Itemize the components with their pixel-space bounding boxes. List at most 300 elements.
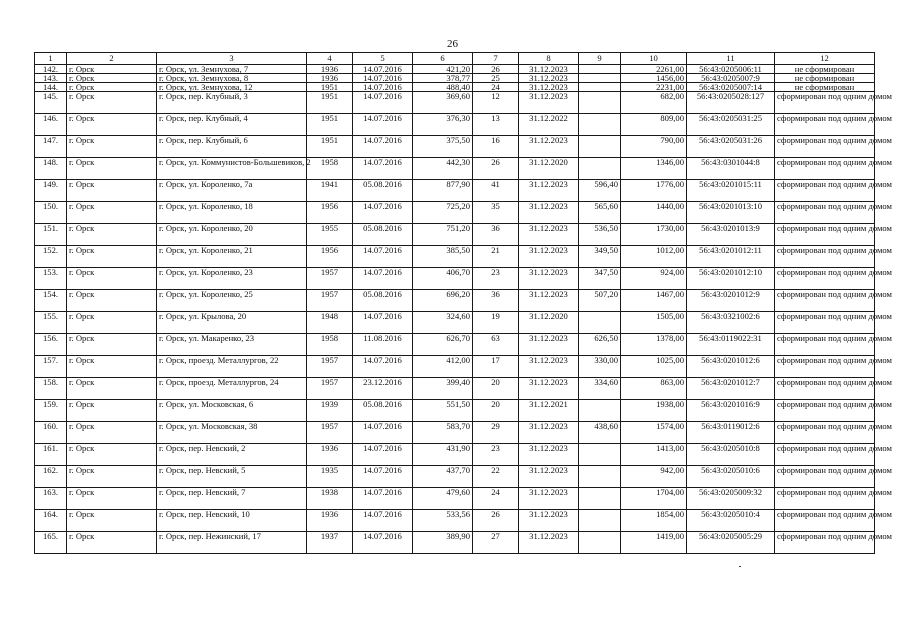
cadastral-number-cell: 56:43:0205010:6 xyxy=(687,466,775,488)
land-area-cell xyxy=(579,74,621,83)
recognition-date-cell: 05.08.2016 xyxy=(353,224,413,246)
area-cell: 479,60 xyxy=(413,488,473,510)
land-status-cell: сформирован под одним домом xyxy=(775,444,875,466)
column-number-2: 2 xyxy=(67,53,157,65)
land-status-cell: сформирован под одним домом xyxy=(775,92,875,114)
residents-cell: 22 xyxy=(473,466,519,488)
table-body xyxy=(35,64,892,554)
column-number-9: 9 xyxy=(579,53,621,65)
cadastral-number-cell: 56:43:0205010:8 xyxy=(687,444,775,466)
recognition-date-cell: 14.07.2016 xyxy=(353,83,413,92)
land-area-cell xyxy=(579,92,621,114)
year-built-cell: 1957 xyxy=(307,268,353,290)
deadline-cell: 31.12.2023 xyxy=(519,202,579,224)
deadline-cell: 31.12.2023 xyxy=(519,246,579,268)
table-row xyxy=(35,136,875,158)
year-built-cell: 1955 xyxy=(307,224,353,246)
city-cell: г. Орск xyxy=(67,202,157,224)
year-built-cell: 1951 xyxy=(307,114,353,136)
row-number: 152. xyxy=(35,246,67,268)
address-cell: г. Орск, пер. Клубный, 4 xyxy=(157,114,307,136)
cadastral-number-cell: 56:43:0201013:10 xyxy=(687,202,775,224)
address-cell: г. Орск, ул. Короленко, 25 xyxy=(157,290,307,312)
area-cell: 551,50 xyxy=(413,400,473,422)
residents-cell: 41 xyxy=(473,180,519,202)
residents-cell: 20 xyxy=(473,400,519,422)
recognition-date-cell: 14.07.2016 xyxy=(353,246,413,268)
land-status-cell: сформирован под одним домом xyxy=(775,224,875,246)
row-number: 153. xyxy=(35,268,67,290)
land-status-cell: сформирован под одним домом xyxy=(775,180,875,202)
address-cell: г. Орск, пер. Нежинский, 17 xyxy=(157,532,307,554)
land-area-cell: 334,60 xyxy=(579,378,621,400)
year-built-cell: 1939 xyxy=(307,400,353,422)
area-cell: 378,77 xyxy=(413,74,473,83)
deadline-cell: 31.12.2023 xyxy=(519,510,579,532)
recognition-date-cell: 05.08.2016 xyxy=(353,290,413,312)
row-number: 143. xyxy=(35,74,67,83)
land-area-cell xyxy=(579,83,621,92)
deadline-cell: 31.12.2023 xyxy=(519,290,579,312)
table-row xyxy=(35,114,875,136)
residents-cell: 26 xyxy=(473,158,519,180)
city-cell: г. Орск xyxy=(67,510,157,532)
row-number: 158. xyxy=(35,378,67,400)
column-number-5: 5 xyxy=(353,53,413,65)
land-area-cell: 349,50 xyxy=(579,246,621,268)
residents-cell: 27 xyxy=(473,532,519,554)
cost-cell: 1505,00 xyxy=(621,312,687,334)
recognition-date-cell: 14.07.2016 xyxy=(353,356,413,378)
address-cell: г. Орск, проезд. Металлургов, 22 xyxy=(157,356,307,378)
residents-cell: 24 xyxy=(473,83,519,92)
row-number: 151. xyxy=(35,224,67,246)
cost-cell: 863,00 xyxy=(621,378,687,400)
address-cell: г. Орск, ул. Московская, 38 xyxy=(157,422,307,444)
land-status-cell: сформирован под одним домом xyxy=(775,202,875,224)
address-cell: г. Орск, ул. Земнухова, 7 xyxy=(157,65,307,74)
stray-mark xyxy=(739,566,741,567)
year-built-cell: 1936 xyxy=(307,74,353,83)
recognition-date-cell: 14.07.2016 xyxy=(353,158,413,180)
column-number-6: 6 xyxy=(413,53,473,65)
cadastral-number-cell: 56:43:0201012:7 xyxy=(687,378,775,400)
deadline-cell: 31.12.2023 xyxy=(519,378,579,400)
housing-register-table xyxy=(34,52,892,554)
land-area-cell xyxy=(579,65,621,74)
address-cell: г. Орск, ул. Коммунистов-Большевиков, 2 xyxy=(157,158,307,180)
city-cell: г. Орск xyxy=(67,488,157,510)
cadastral-number-cell: 56:43:0201012:11 xyxy=(687,246,775,268)
cadastral-number-cell: 56:43:0205005:29 xyxy=(687,532,775,554)
cost-cell: 924,00 xyxy=(621,268,687,290)
recognition-date-cell: 14.07.2016 xyxy=(353,466,413,488)
area-cell: 488,40 xyxy=(413,83,473,92)
table-row xyxy=(35,180,875,202)
city-cell: г. Орск xyxy=(67,312,157,334)
cost-cell: 1456,00 xyxy=(621,74,687,83)
residents-cell: 36 xyxy=(473,290,519,312)
row-number: 156. xyxy=(35,334,67,356)
cost-cell: 1413,00 xyxy=(621,444,687,466)
table-row xyxy=(35,268,875,290)
cost-cell: 1854,00 xyxy=(621,510,687,532)
year-built-cell: 1951 xyxy=(307,92,353,114)
table-row xyxy=(35,400,875,422)
area-cell: 626,70 xyxy=(413,334,473,356)
table-row xyxy=(35,356,875,378)
land-area-cell xyxy=(579,114,621,136)
address-cell: г. Орск, пер. Невский, 2 xyxy=(157,444,307,466)
residents-cell: 36 xyxy=(473,224,519,246)
land-status-cell: сформирован под одним домом xyxy=(775,136,875,158)
year-built-cell: 1958 xyxy=(307,334,353,356)
deadline-cell: 31.12.2023 xyxy=(519,334,579,356)
cadastral-number-cell: 56:43:0205031:26 xyxy=(687,136,775,158)
cost-cell: 1346,00 xyxy=(621,158,687,180)
land-area-cell xyxy=(579,312,621,334)
cadastral-number-cell: 56:43:0301044:8 xyxy=(687,158,775,180)
residents-cell: 13 xyxy=(473,114,519,136)
deadline-cell: 31.12.2023 xyxy=(519,65,579,74)
land-area-cell: 626,50 xyxy=(579,334,621,356)
address-cell: г. Орск, ул. Земнухова, 12 xyxy=(157,83,307,92)
year-built-cell: 1957 xyxy=(307,356,353,378)
cost-cell: 1704,00 xyxy=(621,488,687,510)
column-number-8: 8 xyxy=(519,53,579,65)
table-row xyxy=(35,444,875,466)
cost-cell: 1776,00 xyxy=(621,180,687,202)
deadline-cell: 31.12.2023 xyxy=(519,532,579,554)
deadline-cell: 31.12.2023 xyxy=(519,444,579,466)
year-built-cell: 1951 xyxy=(307,83,353,92)
year-built-cell: 1936 xyxy=(307,444,353,466)
recognition-date-cell: 14.07.2016 xyxy=(353,136,413,158)
cost-cell: 1378,00 xyxy=(621,334,687,356)
deadline-cell: 31.12.2020 xyxy=(519,312,579,334)
cost-cell: 790,00 xyxy=(621,136,687,158)
city-cell: г. Орск xyxy=(67,180,157,202)
address-cell: г. Орск, пер. Невский, 10 xyxy=(157,510,307,532)
city-cell: г. Орск xyxy=(67,334,157,356)
address-cell: г. Орск, проезд. Металлургов, 24 xyxy=(157,378,307,400)
year-built-cell: 1937 xyxy=(307,532,353,554)
cost-cell: 1938,00 xyxy=(621,400,687,422)
cost-cell: 1419,00 xyxy=(621,532,687,554)
year-built-cell: 1951 xyxy=(307,136,353,158)
area-cell: 421,20 xyxy=(413,65,473,74)
area-cell: 369,60 xyxy=(413,92,473,114)
address-cell: г. Орск, ул. Короленко, 7а xyxy=(157,180,307,202)
cost-cell: 942,00 xyxy=(621,466,687,488)
table-row xyxy=(35,466,875,488)
cost-cell: 682,00 xyxy=(621,92,687,114)
recognition-date-cell: 14.07.2016 xyxy=(353,488,413,510)
cadastral-number-cell: 56:43:0205007:9 xyxy=(687,74,775,83)
land-status-cell: сформирован под одним домом xyxy=(775,378,875,400)
row-number: 161. xyxy=(35,444,67,466)
table-row xyxy=(35,158,875,180)
land-area-cell xyxy=(579,158,621,180)
deadline-cell: 31.12.2023 xyxy=(519,92,579,114)
table-row xyxy=(35,532,875,554)
address-cell: г. Орск, ул. Макаренко, 23 xyxy=(157,334,307,356)
recognition-date-cell: 14.07.2016 xyxy=(353,510,413,532)
address-cell: г. Орск, пер. Клубный, 6 xyxy=(157,136,307,158)
deadline-cell: 31.12.2022 xyxy=(519,114,579,136)
area-cell: 877,90 xyxy=(413,180,473,202)
table-row xyxy=(35,510,875,532)
city-cell: г. Орск xyxy=(67,400,157,422)
column-number-11: 11 xyxy=(687,53,775,65)
recognition-date-cell: 14.07.2016 xyxy=(353,92,413,114)
address-cell: г. Орск, ул. Короленко, 21 xyxy=(157,246,307,268)
recognition-date-cell: 14.07.2016 xyxy=(353,444,413,466)
row-number: 157. xyxy=(35,356,67,378)
year-built-cell: 1948 xyxy=(307,312,353,334)
deadline-cell: 31.12.2023 xyxy=(519,422,579,444)
land-status-cell: сформирован под одним домом xyxy=(775,268,875,290)
table-row xyxy=(35,246,875,268)
city-cell: г. Орск xyxy=(67,65,157,74)
year-built-cell: 1941 xyxy=(307,180,353,202)
cost-cell: 1730,00 xyxy=(621,224,687,246)
deadline-cell: 31.12.2023 xyxy=(519,488,579,510)
address-cell: г. Орск, ул. Короленко, 23 xyxy=(157,268,307,290)
cost-cell: 1012,00 xyxy=(621,246,687,268)
column-number-1: 1 xyxy=(35,53,67,65)
residents-cell: 24 xyxy=(473,488,519,510)
row-number: 146. xyxy=(35,114,67,136)
address-cell: г. Орск, ул. Московская, 6 xyxy=(157,400,307,422)
table-row xyxy=(35,224,875,246)
table-row xyxy=(35,202,875,224)
column-number-4: 4 xyxy=(307,53,353,65)
cadastral-number-cell: 56:43:0205007:14 xyxy=(687,83,775,92)
deadline-cell: 31.12.2023 xyxy=(519,83,579,92)
cadastral-number-cell: 56:43:0205028:127 xyxy=(687,92,775,114)
row-number: 145. xyxy=(35,92,67,114)
land-area-cell: 330,00 xyxy=(579,356,621,378)
year-built-cell: 1936 xyxy=(307,65,353,74)
year-built-cell: 1957 xyxy=(307,378,353,400)
table-row xyxy=(35,290,875,312)
row-number: 160. xyxy=(35,422,67,444)
cadastral-number-cell: 56:43:0201015:11 xyxy=(687,180,775,202)
table-row xyxy=(35,334,875,356)
area-cell: 696,20 xyxy=(413,290,473,312)
address-cell: г. Орск, пер. Клубный, 3 xyxy=(157,92,307,114)
city-cell: г. Орск xyxy=(67,92,157,114)
year-built-cell: 1936 xyxy=(307,510,353,532)
row-number: 150. xyxy=(35,202,67,224)
address-cell: г. Орск, ул. Короленко, 20 xyxy=(157,224,307,246)
land-area-cell xyxy=(579,444,621,466)
city-cell: г. Орск xyxy=(67,466,157,488)
cost-cell: 2261,00 xyxy=(621,65,687,74)
address-cell: г. Орск, пер. Невский, 5 xyxy=(157,466,307,488)
land-status-cell: сформирован под одним домом xyxy=(775,312,875,334)
city-cell: г. Орск xyxy=(67,74,157,83)
area-cell: 399,40 xyxy=(413,378,473,400)
table-row xyxy=(35,378,875,400)
land-area-cell: 438,60 xyxy=(579,422,621,444)
city-cell: г. Орск xyxy=(67,532,157,554)
residents-cell: 19 xyxy=(473,312,519,334)
cost-cell: 809,00 xyxy=(621,114,687,136)
land-status-cell: сформирован под одним домом xyxy=(775,290,875,312)
year-built-cell: 1958 xyxy=(307,158,353,180)
cadastral-number-cell: 56:43:0201012:9 xyxy=(687,290,775,312)
table-row xyxy=(35,488,875,510)
area-cell: 533,56 xyxy=(413,510,473,532)
land-area-cell: 536,50 xyxy=(579,224,621,246)
land-area-cell xyxy=(579,532,621,554)
cost-cell: 1025,00 xyxy=(621,356,687,378)
cost-cell: 2231,00 xyxy=(621,83,687,92)
address-cell: г. Орск, ул. Земнухова, 8 xyxy=(157,74,307,83)
table-row xyxy=(35,312,875,334)
residents-cell: 23 xyxy=(473,268,519,290)
city-cell: г. Орск xyxy=(67,378,157,400)
land-status-cell: сформирован под одним домом xyxy=(775,246,875,268)
residents-cell: 17 xyxy=(473,356,519,378)
deadline-cell: 31.12.2021 xyxy=(519,400,579,422)
year-built-cell: 1957 xyxy=(307,422,353,444)
cadastral-number-cell: 56:43:0321002:6 xyxy=(687,312,775,334)
city-cell: г. Орск xyxy=(67,224,157,246)
land-status-cell: сформирован под одним домом xyxy=(775,532,875,554)
column-number-row xyxy=(35,53,875,65)
page-number: 26 xyxy=(447,38,458,50)
area-cell: 412,00 xyxy=(413,356,473,378)
city-cell: г. Орск xyxy=(67,268,157,290)
city-cell: г. Орск xyxy=(67,83,157,92)
land-status-cell: сформирован под одним домом xyxy=(775,510,875,532)
area-cell: 406,70 xyxy=(413,268,473,290)
area-cell: 725,20 xyxy=(413,202,473,224)
city-cell: г. Орск xyxy=(67,158,157,180)
deadline-cell: 31.12.2023 xyxy=(519,224,579,246)
land-status-cell: сформирован под одним домом xyxy=(775,488,875,510)
land-area-cell xyxy=(579,488,621,510)
area-cell: 324,60 xyxy=(413,312,473,334)
recognition-date-cell: 14.07.2016 xyxy=(353,65,413,74)
row-number: 154. xyxy=(35,290,67,312)
recognition-date-cell: 14.07.2016 xyxy=(353,422,413,444)
land-area-cell: 347,50 xyxy=(579,268,621,290)
row-number: 144. xyxy=(35,83,67,92)
land-area-cell xyxy=(579,136,621,158)
land-status-cell: не сформирован xyxy=(775,74,875,83)
cadastral-number-cell: 56:43:0201013:9 xyxy=(687,224,775,246)
land-status-cell: не сформирован xyxy=(775,65,875,74)
residents-cell: 16 xyxy=(473,136,519,158)
residents-cell: 21 xyxy=(473,246,519,268)
cadastral-number-cell: 56:43:0119022:31 xyxy=(687,334,775,356)
residents-cell: 25 xyxy=(473,74,519,83)
land-status-cell: сформирован под одним домом xyxy=(775,356,875,378)
city-cell: г. Орск xyxy=(67,422,157,444)
cadastral-number-cell: 56:43:0205006:11 xyxy=(687,65,775,74)
row-number: 149. xyxy=(35,180,67,202)
recognition-date-cell: 14.07.2016 xyxy=(353,114,413,136)
city-cell: г. Орск xyxy=(67,136,157,158)
cadastral-number-cell: 56:43:0205010:4 xyxy=(687,510,775,532)
cadastral-number-cell: 56:43:0205031:25 xyxy=(687,114,775,136)
deadline-cell: 31.12.2020 xyxy=(519,158,579,180)
city-cell: г. Орск xyxy=(67,356,157,378)
deadline-cell: 31.12.2023 xyxy=(519,356,579,378)
recognition-date-cell: 05.08.2016 xyxy=(353,180,413,202)
address-cell: г. Орск, пер. Невский, 7 xyxy=(157,488,307,510)
land-status-cell: сформирован под одним домом xyxy=(775,400,875,422)
year-built-cell: 1956 xyxy=(307,202,353,224)
column-number-3: 3 xyxy=(157,53,307,65)
year-built-cell: 1935 xyxy=(307,466,353,488)
area-cell: 376,30 xyxy=(413,114,473,136)
land-status-cell: сформирован под одним домом xyxy=(775,158,875,180)
recognition-date-cell: 14.07.2016 xyxy=(353,74,413,83)
recognition-date-cell: 14.07.2016 xyxy=(353,202,413,224)
residents-cell: 35 xyxy=(473,202,519,224)
area-cell: 389,90 xyxy=(413,532,473,554)
cost-cell: 1440,00 xyxy=(621,202,687,224)
row-number: 163. xyxy=(35,488,67,510)
city-cell: г. Орск xyxy=(67,444,157,466)
area-cell: 442,30 xyxy=(413,158,473,180)
recognition-date-cell: 11.08.2016 xyxy=(353,334,413,356)
land-status-cell: не сформирован xyxy=(775,83,875,92)
row-number: 162. xyxy=(35,466,67,488)
cadastral-number-cell: 56:43:0201016:9 xyxy=(687,400,775,422)
area-cell: 437,70 xyxy=(413,466,473,488)
area-cell: 431,90 xyxy=(413,444,473,466)
recognition-date-cell: 14.07.2016 xyxy=(353,268,413,290)
city-cell: г. Орск xyxy=(67,114,157,136)
residents-cell: 63 xyxy=(473,334,519,356)
column-number-12: 12 xyxy=(775,53,875,65)
land-status-cell: сформирован под одним домом xyxy=(775,466,875,488)
cadastral-number-cell: 56:43:0205009:32 xyxy=(687,488,775,510)
area-cell: 583,70 xyxy=(413,422,473,444)
year-built-cell: 1957 xyxy=(307,290,353,312)
table-row xyxy=(35,422,875,444)
row-number: 155. xyxy=(35,312,67,334)
year-built-cell: 1956 xyxy=(307,246,353,268)
row-number: 159. xyxy=(35,400,67,422)
city-cell: г. Орск xyxy=(67,290,157,312)
cadastral-number-cell: 56:43:0201012:10 xyxy=(687,268,775,290)
address-cell: г. Орск, ул. Короленко, 18 xyxy=(157,202,307,224)
cost-cell: 1574,00 xyxy=(621,422,687,444)
address-cell: г. Орск, ул. Крылова, 20 xyxy=(157,312,307,334)
row-number: 164. xyxy=(35,510,67,532)
area-cell: 751,20 xyxy=(413,224,473,246)
area-cell: 375,50 xyxy=(413,136,473,158)
year-built-cell: 1938 xyxy=(307,488,353,510)
cadastral-number-cell: 56:43:0201012:6 xyxy=(687,356,775,378)
deadline-cell: 31.12.2023 xyxy=(519,180,579,202)
land-area-cell: 596,40 xyxy=(579,180,621,202)
land-status-cell: сформирован под одним домом xyxy=(775,422,875,444)
deadline-cell: 31.12.2023 xyxy=(519,136,579,158)
recognition-date-cell: 23.12.2016 xyxy=(353,378,413,400)
deadline-cell: 31.12.2023 xyxy=(519,74,579,83)
recognition-date-cell: 14.07.2016 xyxy=(353,312,413,334)
deadline-cell: 31.12.2023 xyxy=(519,268,579,290)
cadastral-number-cell: 56:43:0119012:6 xyxy=(687,422,775,444)
